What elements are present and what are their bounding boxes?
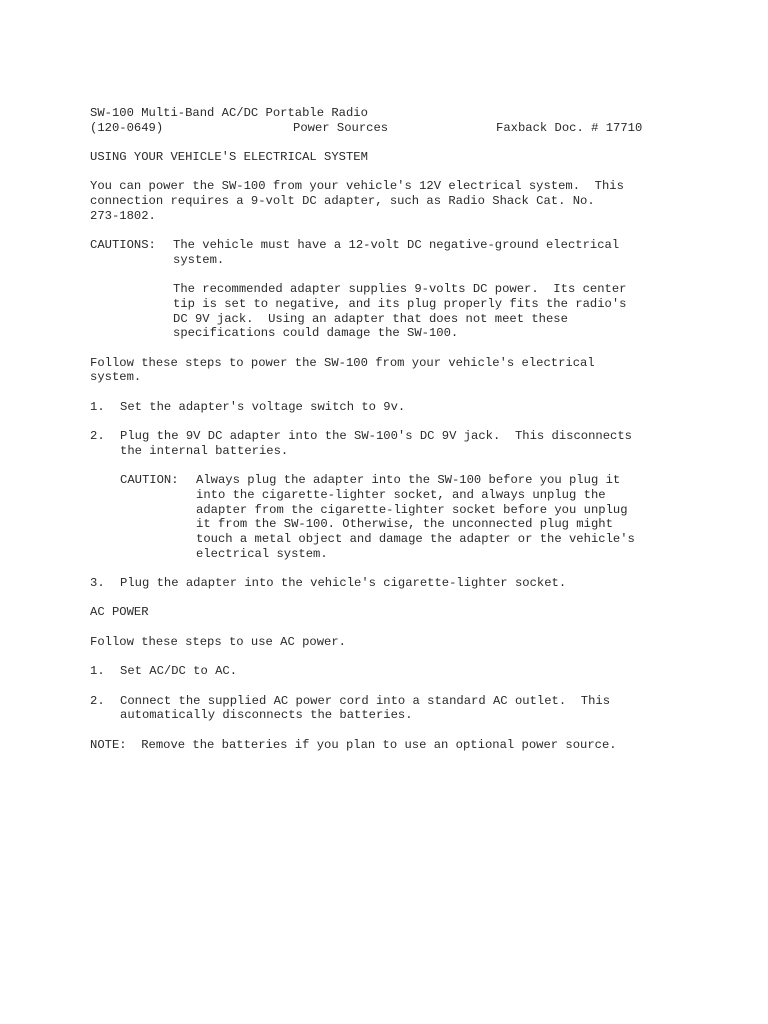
step-text: Plug the adapter into the vehicle's cigarette-lighter socket. [120, 576, 567, 591]
paragraph-line: adapter from the cigarette-lighter socket before you unplug [196, 502, 628, 517]
paragraph-line: You can power the SW-100 from your vehicle's 12V electrical system. This [90, 179, 624, 194]
list-item [90, 429, 730, 458]
caution-paragraph [173, 282, 730, 341]
list-item [90, 664, 730, 679]
list-item [90, 694, 730, 723]
paragraph-line: system. [173, 252, 225, 267]
paragraph-line: The vehicle must have a 12-volt DC negative-ground electrical [173, 238, 620, 253]
step-text: automatically disconnects the batteries. [120, 708, 413, 723]
document-id: (120-0649) [90, 120, 164, 135]
faxback-number: Faxback Doc. # 17710 [496, 120, 643, 135]
document-page [90, 106, 730, 752]
step2-caution-block [120, 473, 730, 561]
paragraph-line: Always plug the adapter into the SW-100 before you plug it [196, 473, 621, 488]
step-number: 3. [90, 576, 105, 591]
note-paragraph: NOTE: Remove the batteries if you plan to use an optional power source. [90, 737, 617, 752]
paragraph-line: it from the SW-100. Otherwise, the unconnected plug might [196, 517, 613, 532]
step-text: Plug the 9V DC adapter into the SW-100's DC 9V jack. This disconnects [120, 429, 632, 444]
paragraph-line: 273-1802. [90, 208, 156, 223]
list-item [90, 400, 730, 415]
paragraph-line: The recommended adapter supplies 9-volts DC power. Its center [173, 282, 627, 297]
paragraph-line: into the cigarette-lighter socket, and always unplug the [196, 487, 606, 502]
step-text: the internal batteries. [120, 443, 289, 458]
section-name: Power Sources [293, 120, 389, 135]
step-text: Set AC/DC to AC. [120, 664, 238, 679]
ac-intro: Follow these steps to use AC power. [90, 634, 346, 649]
paragraph-line: connection requires a 9-volt DC adapter, such as Radio Shack Cat. No. [90, 194, 595, 209]
step-text: Connect the supplied AC power cord into a standard AC outlet. This [120, 693, 611, 708]
caution-paragraph [173, 238, 730, 267]
document-title: SW-100 Multi-Band AC/DC Portable Radio [90, 106, 368, 120]
step-text: Set the adapter's voltage switch to 9v. [120, 399, 406, 414]
cautions-block [90, 238, 730, 341]
step-number: 2. [90, 429, 105, 444]
paragraph-line: DC 9V jack. Using an adapter that does not meet these [173, 311, 568, 326]
list-item [90, 576, 730, 591]
vehicle-steps-intro [90, 356, 730, 385]
step-number: 2. [90, 693, 105, 708]
paragraph-line: Follow these steps to power the SW-100 from your vehicle's electrical [90, 355, 595, 370]
step-number: 1. [90, 664, 105, 679]
paragraph-line: electrical system. [196, 546, 328, 561]
step-number: 1. [90, 399, 105, 414]
paragraph-line: touch a metal object and damage the adapter or the vehicle's [196, 531, 635, 546]
paragraph-line: tip is set to negative, and its plug properly fits the radio's [173, 296, 627, 311]
caution-label: CAUTION: [120, 473, 179, 488]
paragraph-line: system. [90, 370, 142, 385]
vehicle-intro-paragraph [90, 179, 730, 223]
paragraph-line: specifications could damage the SW-100. [173, 326, 459, 341]
vehicle-section-heading: USING YOUR VEHICLE'S ELECTRICAL SYSTEM [90, 150, 368, 165]
document-header-row [90, 121, 730, 136]
ac-section-heading: AC POWER [90, 605, 149, 620]
cautions-label: CAUTIONS: [90, 238, 156, 253]
